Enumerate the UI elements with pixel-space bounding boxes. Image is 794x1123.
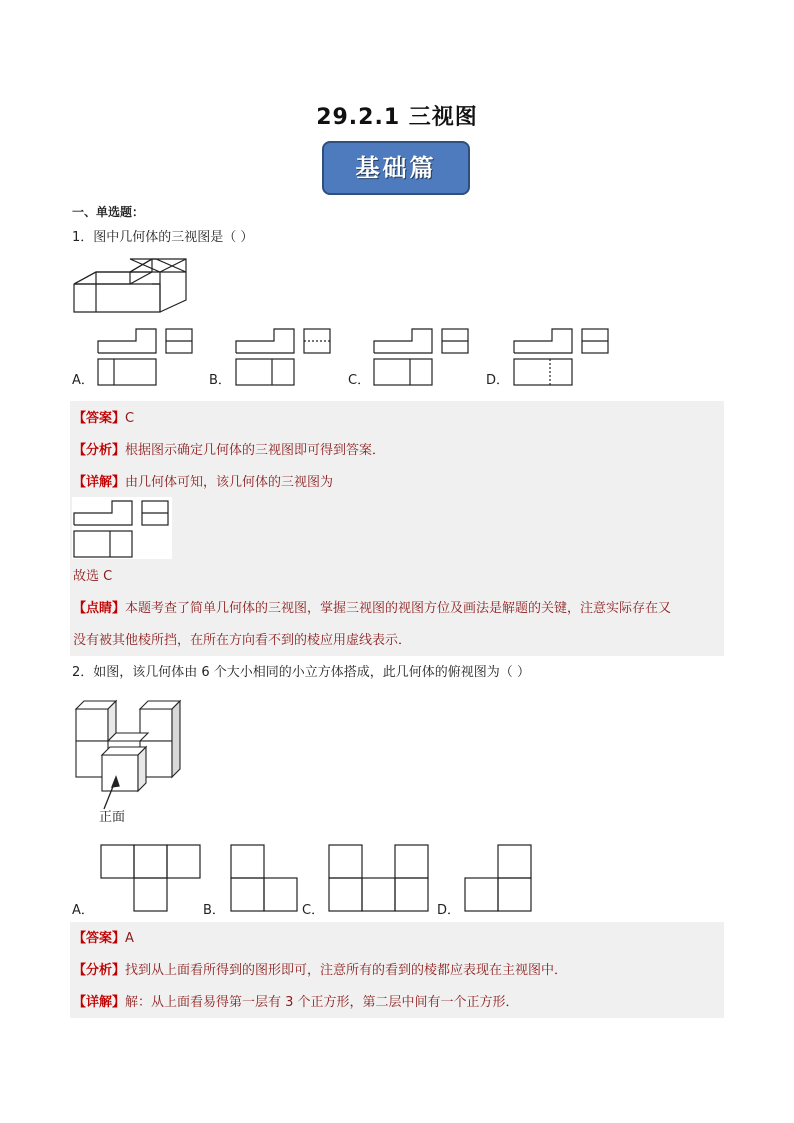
q1-detail-three-view-figure (72, 499, 172, 561)
q1-analysis-tag: 【分析】 (73, 443, 126, 458)
q2-option-b-figure[interactable] (230, 844, 300, 914)
q1-comment-tag: 【点睛】 (73, 601, 126, 616)
page-title: 29.2.1 三视图 (316, 105, 478, 130)
q1-option-d-label[interactable]: D． (486, 373, 510, 388)
q1-option-c-label[interactable]: C． (348, 373, 371, 388)
q1-conclusion: 故选 C (73, 569, 113, 584)
q2-option-a-figure[interactable] (100, 844, 202, 914)
q2-answer-tag: 【答案】 (73, 931, 126, 946)
q2-stem: 2．如图，该几何体由 6 个大小相同的小立方体搭成，此几何体的俯视图为（ ） (72, 665, 530, 680)
q1-option-c-figure[interactable] (372, 327, 472, 387)
q1-analysis-line (73, 442, 385, 460)
q2-detail-line (73, 994, 519, 1012)
q2-answer-value: A (125, 931, 134, 946)
q2-option-c-figure[interactable] (328, 844, 430, 914)
level-badge: 基础篇 (322, 141, 470, 195)
q2-option-a-label[interactable]: A． (72, 903, 94, 918)
q1-answer-tag: 【答案】 (73, 411, 126, 426)
q1-option-b-label[interactable]: B． (209, 373, 231, 388)
q1-comment-text-1: 本题考查了简单几何体的三视图，掌握三视图的视图方位及画法是解题的关键，注意实际存在又 (125, 601, 672, 616)
q1-detail-line (73, 474, 333, 492)
q2-detail-tag: 【详解】 (73, 995, 126, 1010)
q1-answer-line (73, 410, 134, 428)
q2-option-b-label[interactable]: B． (203, 903, 225, 918)
q2-option-d-label[interactable]: D． (437, 903, 461, 918)
q1-option-d-figure[interactable] (512, 327, 612, 387)
q1-option-a-label[interactable]: A． (72, 373, 94, 388)
q1-comment-line-2: 没有被其他棱所挡，在所在方向看不到的棱应用虚线表示． (73, 633, 412, 648)
q2-analysis-text: 找到从上面看所得到的图形即可，注意所有的看到的棱都应表现在主视图中． (125, 963, 568, 978)
q1-analysis-text: 根据图示确定几何体的三视图即可得到答案． (125, 443, 386, 458)
q1-answer-value: C (125, 411, 135, 426)
q2-option-d-figure[interactable] (464, 844, 534, 914)
q1-option-a-figure[interactable] (96, 327, 196, 387)
q1-comment-line-1 (73, 600, 671, 618)
q1-detail-text: 由几何体可知，该几何体的三视图为 (125, 475, 334, 490)
q1-detail-tag: 【详解】 (73, 475, 126, 490)
q2-analysis-tag: 【分析】 (73, 963, 126, 978)
q2-answer-line (73, 930, 134, 948)
q2-front-label: 正面 (99, 810, 126, 825)
q2-detail-text: 解：从上面看易得第一层有 3 个正方形，第二层中间有一个正方形． (125, 995, 519, 1010)
q1-solid-figure (72, 254, 192, 316)
q2-analysis-line (73, 962, 567, 980)
section-heading: 一、单选题： (72, 205, 145, 219)
q2-cube-stack-figure (74, 697, 186, 797)
q2-option-c-label[interactable]: C． (302, 903, 325, 918)
q1-option-b-figure[interactable] (234, 327, 334, 387)
q1-stem: 1．图中几何体的三视图是（ ） (72, 230, 254, 245)
